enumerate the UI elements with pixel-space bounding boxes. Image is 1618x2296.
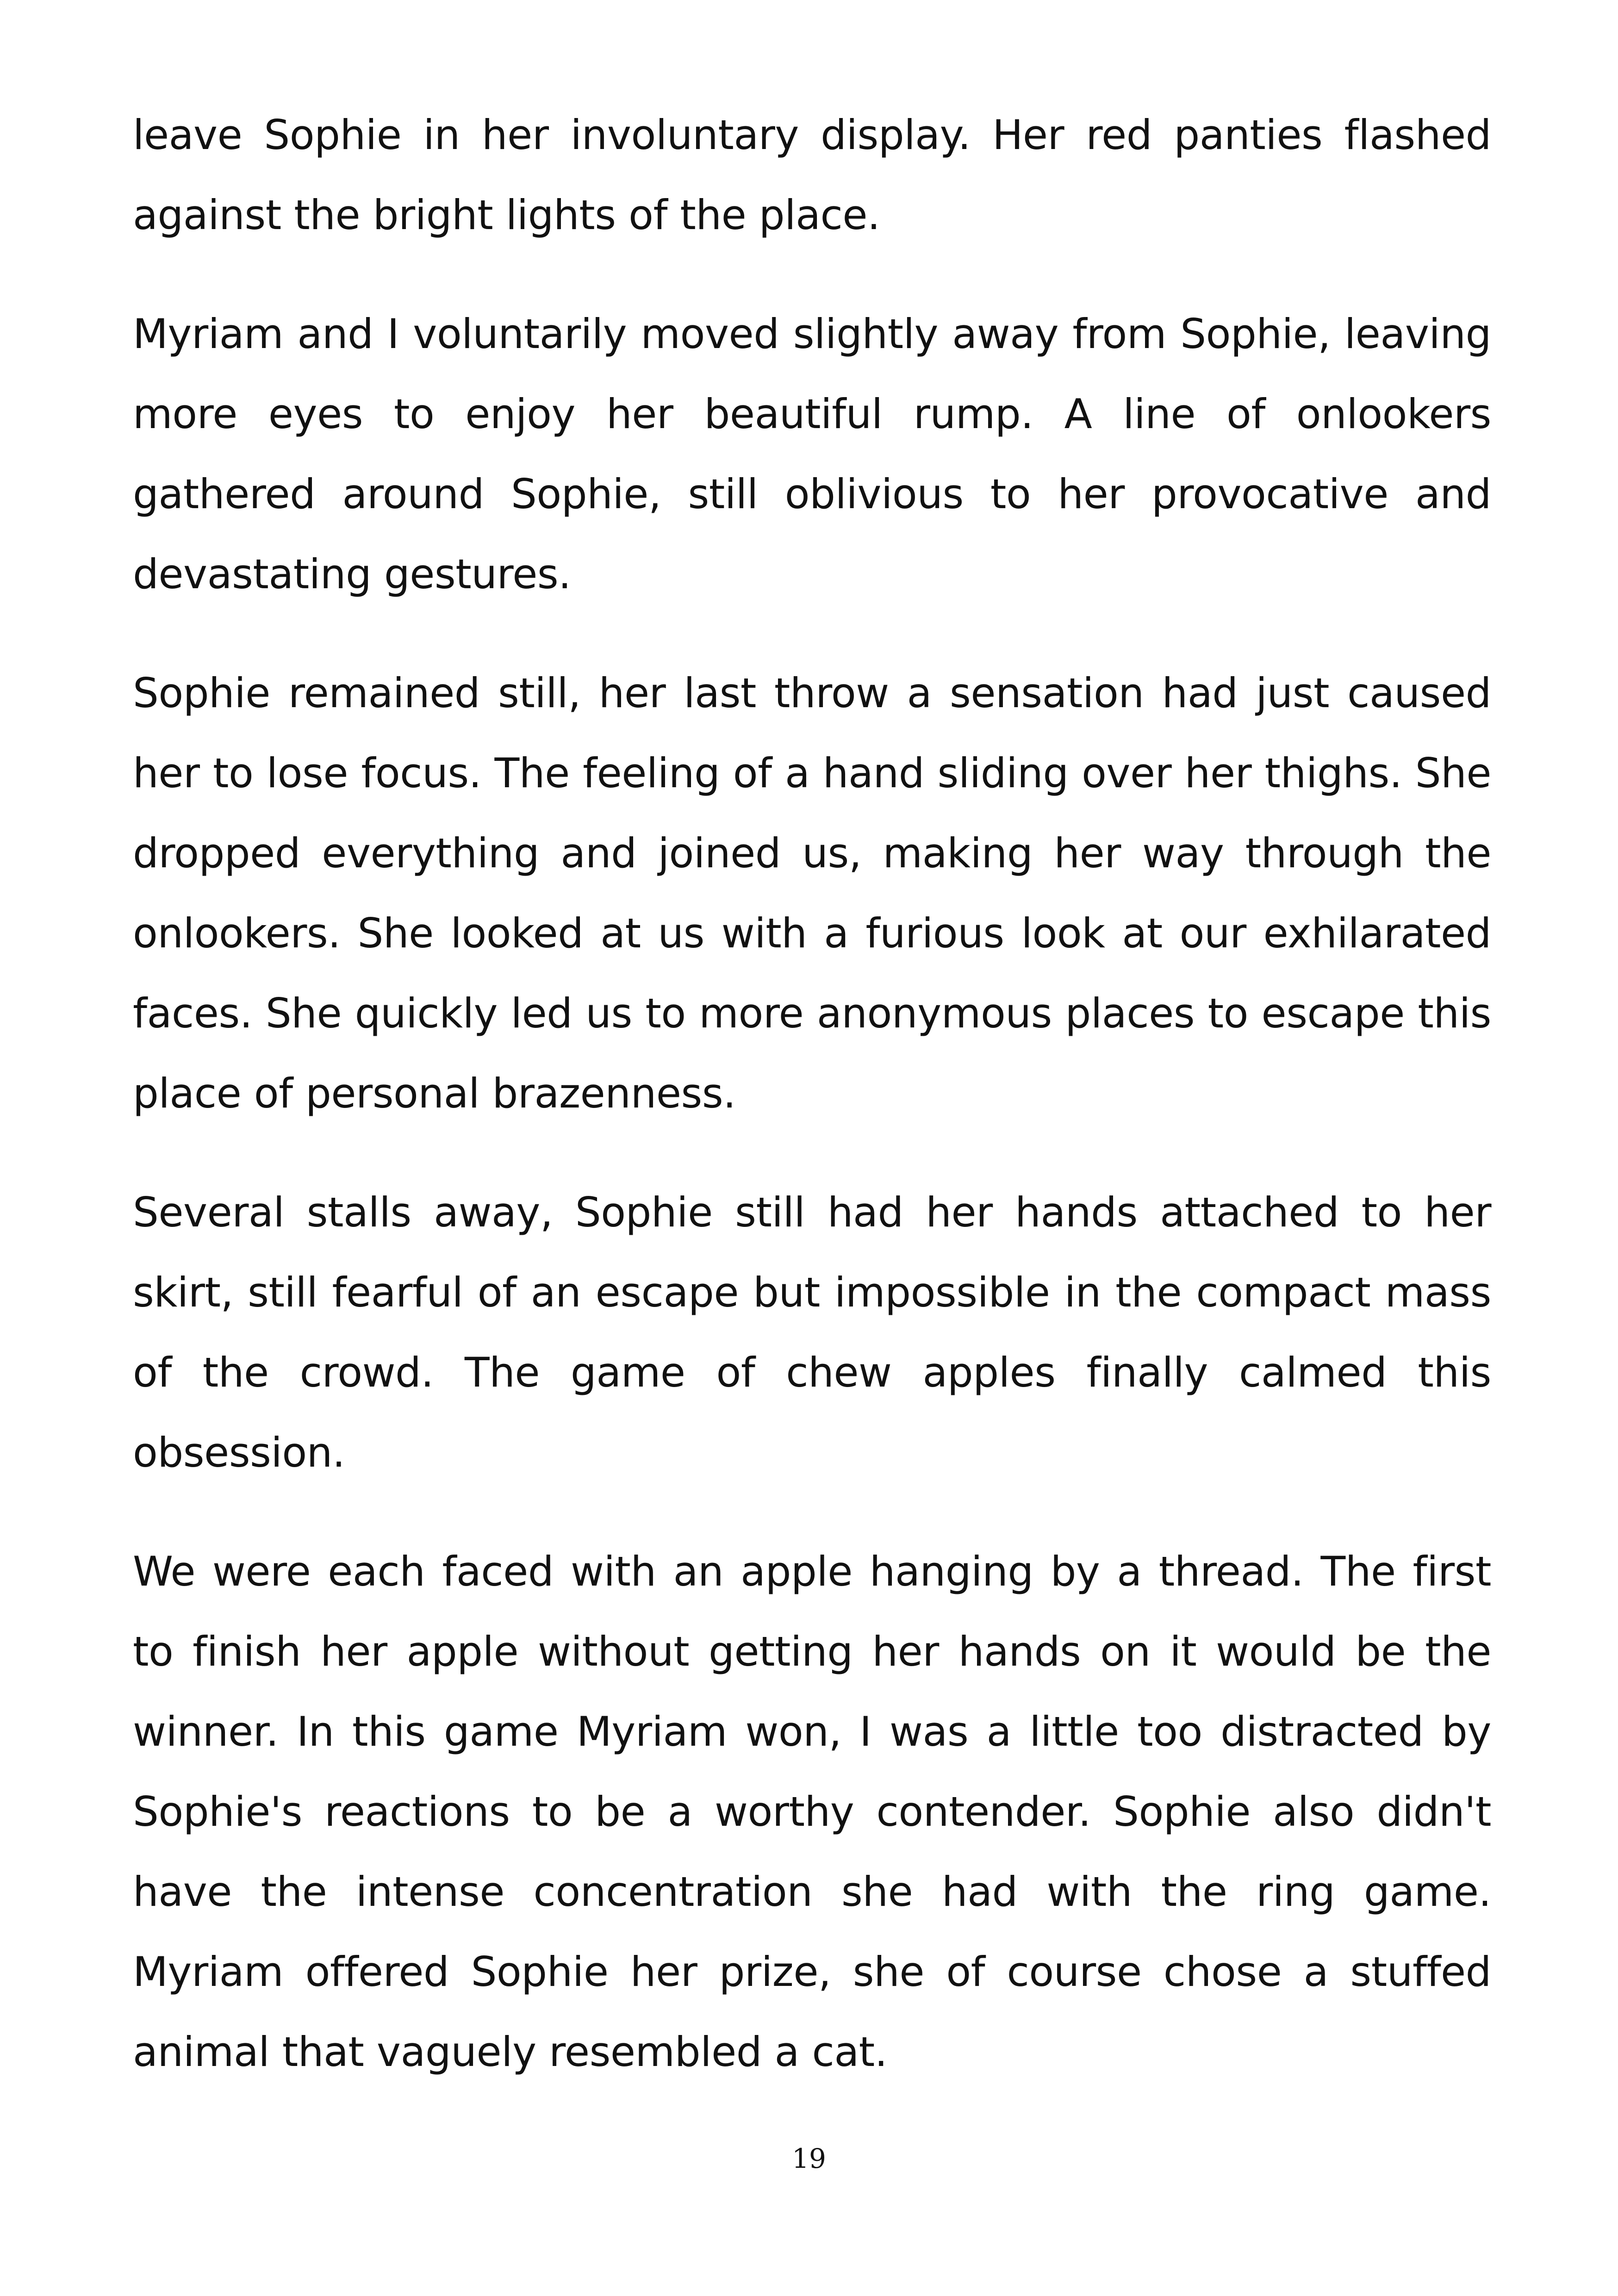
page-number: 19 (792, 2143, 826, 2174)
paragraph-5: We were each faced with an apple hanging by a thread. The first to finish her apple without getting her hands on it would be the winner. In this game Myriam won, I was a little too distracted by Sophie's reactions to be a worthy contender. Sophie also didn't have the intense concentration she had with the ring game. Myriam offered Sophie her prize, she of course chose a stuffed animal that vaguely resembled a cat. (133, 1548, 1491, 2076)
paragraph-4: Several stalls away, Sophie still had her hands attached to her skirt, still fearful of an escape but impossible in the compact mass of the crowd. The game of chew apples finally calmed this obsession. (133, 1188, 1491, 1476)
paragraph-3: Sophie remained still, her last throw a sensation had just caused her to lose focus. The feeling of a hand sliding over her thighs. She dropped everything and joined us, making her way through the onlookers. She looked at us with a furious look at our exhilarated faces. She quickly led us to more anonymous places to escape this place of personal brazenness. (133, 669, 1491, 1117)
paragraph-2: Myriam and I voluntarily moved slightly away from Sophie, leaving more eyes to enjoy her beautiful rump. A line of onlookers gathered around Sophie, still oblivious to her provocative and devastating gestures. (133, 310, 1491, 598)
paragraph-1: leave Sophie in her involuntary display. Her red panties flashed against the bright lights of the place. (133, 111, 1491, 239)
body-text (133, 95, 1491, 2131)
